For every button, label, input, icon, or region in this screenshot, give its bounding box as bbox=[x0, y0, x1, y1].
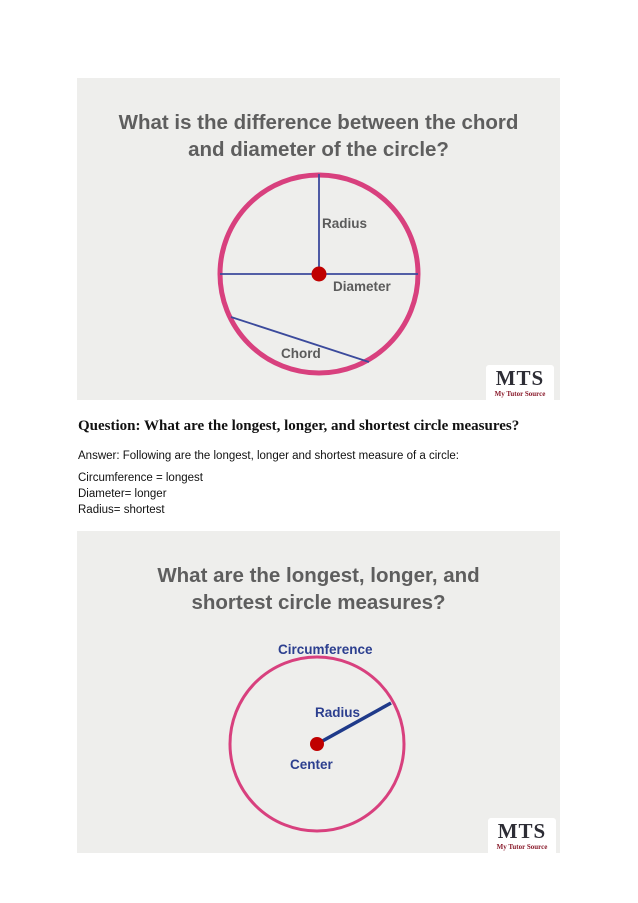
radius-label: Radius bbox=[322, 216, 368, 231]
center-label: Center bbox=[290, 757, 333, 772]
figure2-title-line2: shortest circle measures? bbox=[191, 591, 446, 614]
logo-subtitle-2: My Tutor Source bbox=[496, 843, 548, 851]
measure-circumference: Circumference = longest bbox=[78, 472, 203, 484]
figure2-title-line1: What are the longest, longer, and bbox=[157, 564, 480, 587]
question-heading: Question: What are the longest, longer, and shortest circle measures? bbox=[78, 418, 520, 434]
center-dot bbox=[312, 267, 327, 282]
circle-diagram-1 bbox=[77, 78, 560, 400]
figure1-title-line2: and diameter of the circle? bbox=[188, 138, 449, 161]
measure-diameter: Diameter= longer bbox=[78, 488, 167, 500]
answer-text: Answer: Following are the longest, longer and shortest measure of a circle: bbox=[78, 450, 459, 462]
logo-subtitle: My Tutor Source bbox=[494, 390, 546, 398]
chord-label: Chord bbox=[281, 346, 321, 361]
logo-mark: MTS bbox=[495, 366, 545, 390]
radius-label-2: Radius bbox=[315, 705, 361, 720]
figure-circle-measures bbox=[77, 531, 560, 853]
center-dot-2 bbox=[310, 737, 324, 751]
diameter-label: Diameter bbox=[333, 279, 391, 294]
measure-radius: Radius= shortest bbox=[78, 504, 165, 516]
mts-logo bbox=[486, 365, 554, 400]
figure-chord-diameter bbox=[77, 78, 560, 400]
figure1-title-line1: What is the difference between the chord bbox=[118, 111, 519, 134]
circumference-label: Circumference bbox=[278, 642, 373, 657]
mts-logo-2 bbox=[488, 818, 556, 853]
logo-mark-2: MTS bbox=[497, 819, 547, 843]
circle-diagram-2 bbox=[77, 531, 560, 853]
